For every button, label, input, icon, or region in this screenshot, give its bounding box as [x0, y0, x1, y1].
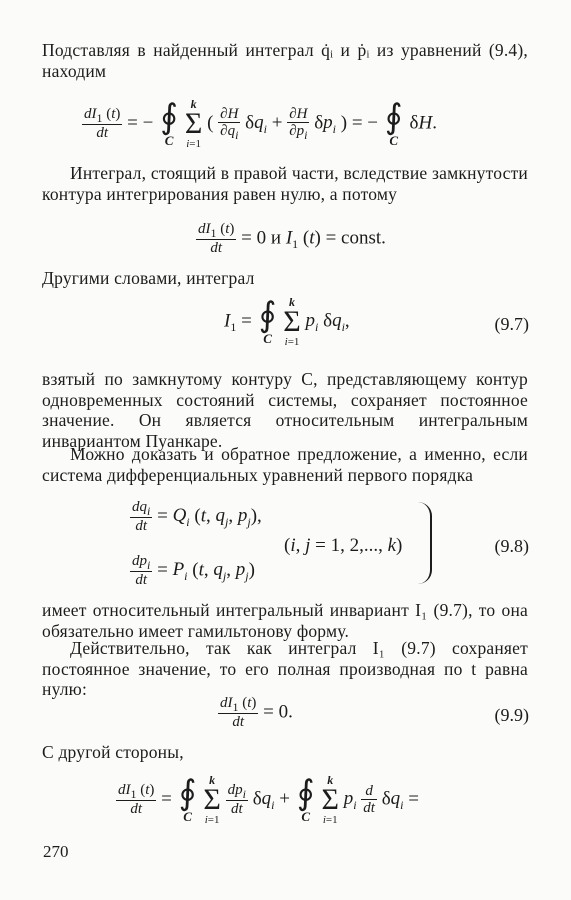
- equation-index-range: (i, j = 1, 2,..., k): [284, 535, 403, 556]
- system-brace: [412, 502, 432, 584]
- paragraph-1: Подставляя в найденный интеграл q̇ᵢ и ṗᵢ из уравнений (9.4), находим: [42, 40, 528, 81]
- equation-invariant-const: $\frac{dI_1 (t)}{dt}$ = 0 и $I_1$ (t) = const.: [198, 221, 386, 256]
- paragraph-3: Другими словами, интеграл: [42, 268, 255, 288]
- paragraph-7: Действительно, так как интеграл I₁ (9.7) сохраняет постоянное значение, то его полная производная по t равна нулю:: [42, 638, 528, 699]
- equation-dq-dt: $\frac{dq_i}{dt}$ = $Q_i$ (t, $q_j$, $p_j$),: [132, 499, 262, 534]
- equation-other-side: $\frac{dI_1 (t)}{dt}$ = ∮ C k Σ i=1 $\frac{dp_i}{dt}$ $\delta q_i$ + ∮ C k Σ i=1 $p_i$ $\frac{d}{dt}$ $\delta q_i$ =: [118, 773, 419, 826]
- equation-I1-definition: $I_1$ = ∮ C k Σ i=1 $p_i$ $\delta q_i$,: [224, 295, 350, 348]
- paragraph-2: Интеграл, стоящий в правой части, вследствие замкнутости контура интегрирования равен нулю, а потому: [42, 163, 528, 204]
- equation-number-9-8: (9.8): [494, 536, 529, 556]
- equation-total-derivative-zero: $\frac{dI_1 (t)}{dt}$ = 0.: [220, 695, 293, 730]
- paragraph-5: Можно доказать и обратное предложение, а именно, если система дифференциальных уравнений первого порядка: [42, 444, 528, 485]
- equation-dp-dt: $\frac{dp_i}{dt}$ = $P_i$ (t, $q_j$, $p_j$): [132, 553, 255, 588]
- equation-dI-dt-full: $\frac{dI_1 (t)}{dt}$ = − ∮ C k Σ i=1 ( $\frac{\partial H}{\partial q_i}$ $\delta q_i$ + $\frac{\partial H}{\partial p_i}$ $\delta p_i$ ) = − ∮ C δH.: [84, 97, 437, 150]
- equation-number-9-9: (9.9): [494, 705, 529, 725]
- paragraph-8: С другой стороны,: [42, 742, 184, 762]
- paragraph-4: взятый по замкнутому контуру C, представляющему контур одновременных состояний системы, сохраняет постоянное значение. Он является относительным интегральным инвариантом Пуанкаре.: [42, 369, 528, 451]
- equation-number-9-7: (9.7): [494, 314, 529, 334]
- paragraph-6: имеет относительный интегральный инвариант I₁ (9.7), то она обязательно имеет гамильтонову форму.: [42, 600, 528, 641]
- page-number: 270: [43, 842, 69, 861]
